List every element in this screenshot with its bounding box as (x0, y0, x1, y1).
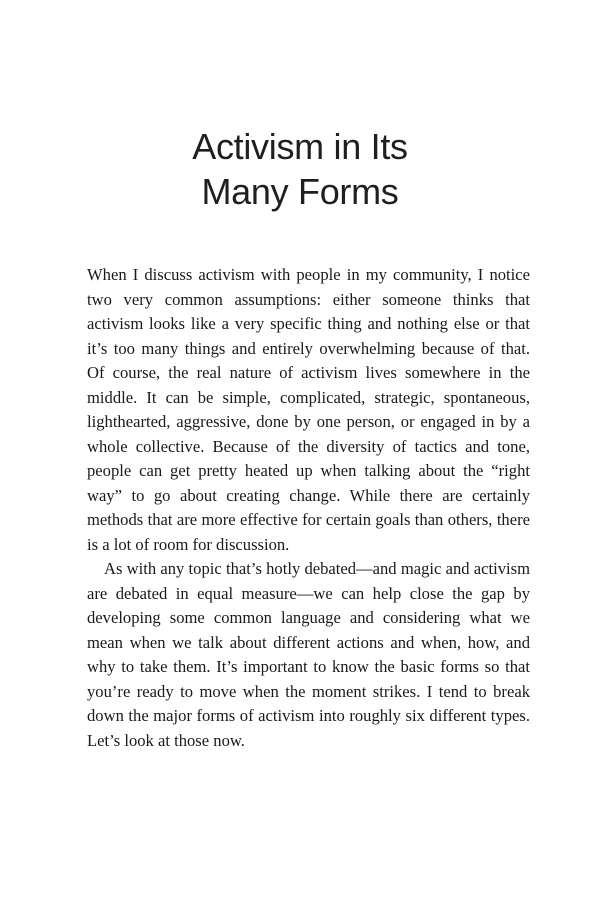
chapter-title-line-2: Many Forms (201, 171, 399, 212)
body-paragraph-2: As with any topic that’s hotly debated—and magic and activism are debated in equal measure—we can help close the gap by developing some common language and considering what we mean when we talk about different actions and when, how, and why to take them. It’s important to know the basic forms so that you’re ready to move when the moment strikes. I tend to break down the major forms of activism into roughly six different types. Let’s look at those now. (87, 559, 530, 750)
body-paragraph-1: When I discuss activism with people in my community, I notice two very common assumptions: either someone thinks that activism looks like a very specific thing and nothing else or that it’s too many things and entirely overwhelming because of that. Of course, the real nature of activism lives somewhere in the middle. It can be simple, complicated, strategic, spontaneous, lighthearted, aggressive, done by one person, or engaged in by a whole collective. Because of the diversity of tactics and tone, people can get pretty heated up when talking about the “right way” to go about creating change. While there are certainly methods that are more effective for certain goals than others, there is a lot of room for discussion. (87, 265, 530, 554)
chapter-body (87, 263, 530, 753)
chapter-title (0, 124, 600, 214)
chapter-title-line-1: Activism in Its (192, 126, 408, 167)
